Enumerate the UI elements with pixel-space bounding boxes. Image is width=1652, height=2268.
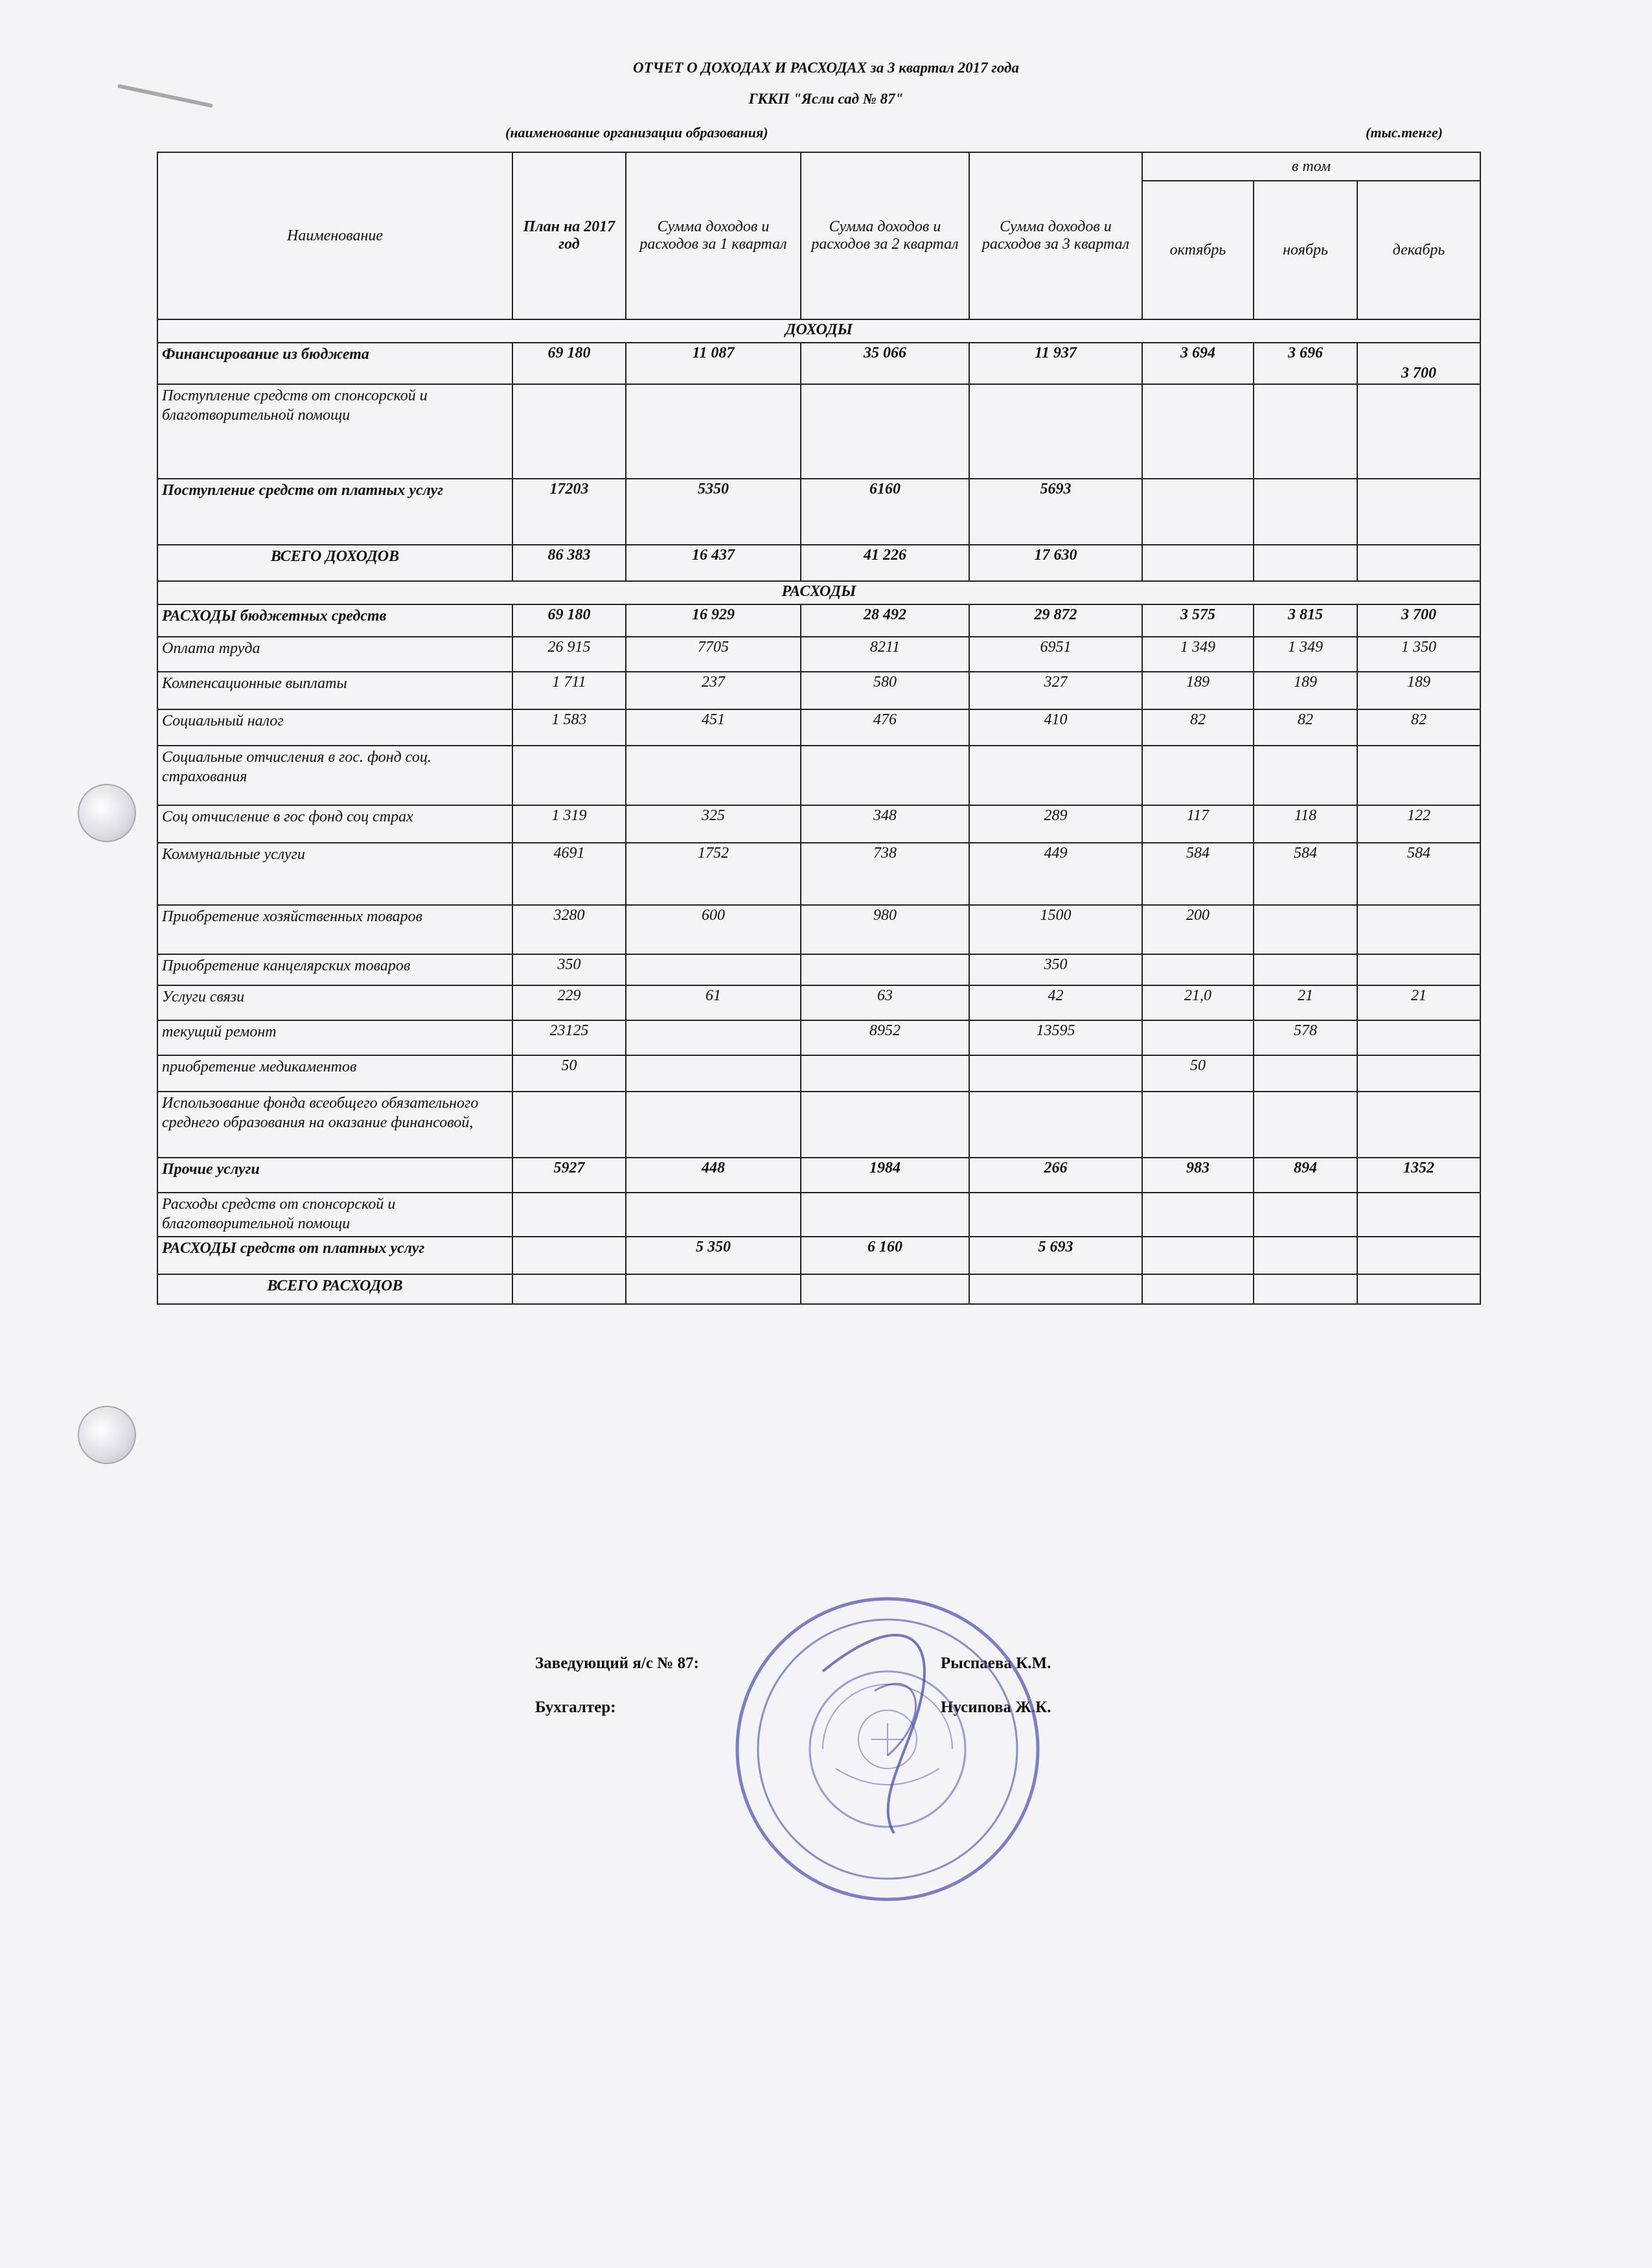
cell-plan <box>512 1092 626 1158</box>
cell-plan: 69 180 <box>512 604 626 637</box>
cell-q3 <box>969 384 1142 479</box>
section-row-expense <box>157 581 1480 604</box>
cell-m3 <box>1357 1020 1480 1055</box>
cell-plan: 1 319 <box>512 805 626 843</box>
cell-plan: 17203 <box>512 479 626 545</box>
cell-q2: 738 <box>801 843 969 905</box>
cell-m1: 117 <box>1142 805 1254 843</box>
cell-q2: 6160 <box>801 479 969 545</box>
cell-q2 <box>801 954 969 985</box>
cell-q1: 5 350 <box>626 1237 801 1274</box>
cell-q1: 11 087 <box>626 343 801 384</box>
cell-m3 <box>1357 1193 1480 1237</box>
cell-m3 <box>1357 905 1480 954</box>
cell-q3: 327 <box>969 672 1142 709</box>
cell-q3: 410 <box>969 709 1142 746</box>
cell-name: Приобретение хозяйственных товаров <box>157 905 512 954</box>
cell-m2: 118 <box>1254 805 1357 843</box>
cell-q1: 448 <box>626 1158 801 1193</box>
cell-m1 <box>1142 1274 1254 1304</box>
cell-q1 <box>626 954 801 985</box>
cell-q2: 6 160 <box>801 1237 969 1274</box>
cell-m2 <box>1254 1092 1357 1158</box>
col-header-plan: План на 2017 год <box>512 152 626 319</box>
table-row <box>157 479 1480 545</box>
cell-name: текущий ремонт <box>157 1020 512 1055</box>
table-row <box>157 843 1480 905</box>
cell-m1 <box>1142 1237 1254 1274</box>
cell-q3 <box>969 1092 1142 1158</box>
cell-m1: 3 694 <box>1142 343 1254 384</box>
cell-name: Поступление средств от спонсорской и благотворительной помощи <box>157 384 512 479</box>
cell-plan: 1 711 <box>512 672 626 709</box>
cell-name: приобретение медикаментов <box>157 1055 512 1092</box>
table-row <box>157 1055 1480 1092</box>
cell-m3 <box>1357 384 1480 479</box>
cell-q1 <box>626 1055 801 1092</box>
cell-name: Оплата труда <box>157 637 512 672</box>
cell-m3 <box>1357 479 1480 545</box>
cell-q1: 1752 <box>626 843 801 905</box>
cell-plan: 1 583 <box>512 709 626 746</box>
cell-m1: 21,0 <box>1142 985 1254 1020</box>
table-row <box>157 384 1480 479</box>
cell-plan: 4691 <box>512 843 626 905</box>
cell-name: ВСЕГО ДОХОДОВ <box>157 545 512 581</box>
punch-hole <box>78 1406 136 1464</box>
cell-name: Услуги связи <box>157 985 512 1020</box>
cell-m3: 3 700 <box>1357 343 1480 384</box>
cell-name: Использование фонда всеобщего обязательного среднего образования на оказание финансовой, <box>157 1092 512 1158</box>
cell-q3: 289 <box>969 805 1142 843</box>
cell-q3 <box>969 746 1142 805</box>
table-row <box>157 805 1480 843</box>
cell-q2 <box>801 1274 969 1304</box>
cell-m2 <box>1254 384 1357 479</box>
cell-q1: 237 <box>626 672 801 709</box>
cell-q1 <box>626 1020 801 1055</box>
cell-m2: 894 <box>1254 1158 1357 1193</box>
cell-m3: 584 <box>1357 843 1480 905</box>
cell-m3 <box>1357 1055 1480 1092</box>
cell-q1 <box>626 1274 801 1304</box>
cell-q1: 16 437 <box>626 545 801 581</box>
cell-name: Социальный налог <box>157 709 512 746</box>
cell-q3: 266 <box>969 1158 1142 1193</box>
cell-q2 <box>801 746 969 805</box>
cell-q1: 61 <box>626 985 801 1020</box>
cell-plan <box>512 746 626 805</box>
accountant-name: Нусипова Ж.К. <box>941 1699 1051 1716</box>
cell-m2: 3 696 <box>1254 343 1357 384</box>
table-row <box>157 1274 1480 1304</box>
head-label: Заведующий я/с № 87: <box>535 1655 699 1672</box>
table-row <box>157 985 1480 1020</box>
organization-caption: (наименование организации образования) <box>505 124 768 141</box>
cell-m3: 3 700 <box>1357 604 1480 637</box>
col-header-october: октябрь <box>1142 181 1254 319</box>
cell-q2 <box>801 1092 969 1158</box>
cell-q1: 5350 <box>626 479 801 545</box>
cell-name: Расходы средств от спонсорской и благотворительной помощи <box>157 1193 512 1237</box>
cell-q3 <box>969 1274 1142 1304</box>
cell-m2 <box>1254 746 1357 805</box>
col-header-november: ноябрь <box>1254 181 1357 319</box>
col-header-group: в том <box>1142 152 1480 181</box>
cell-plan: 50 <box>512 1055 626 1092</box>
organization-name: ГККП "Ясли сад № 87" <box>748 91 904 107</box>
cell-plan: 350 <box>512 954 626 985</box>
cell-plan: 86 383 <box>512 545 626 581</box>
table-row <box>157 1158 1480 1193</box>
cell-m2: 21 <box>1254 985 1357 1020</box>
cell-m3: 1352 <box>1357 1158 1480 1193</box>
cell-q2: 476 <box>801 709 969 746</box>
cell-m1: 1 349 <box>1142 637 1254 672</box>
cell-m1: 82 <box>1142 709 1254 746</box>
cell-plan <box>512 384 626 479</box>
cell-plan <box>512 1193 626 1237</box>
cell-m3: 1 350 <box>1357 637 1480 672</box>
table-row <box>157 954 1480 985</box>
cell-m3 <box>1357 746 1480 805</box>
cell-name: Компенсационные выплаты <box>157 672 512 709</box>
cell-m2 <box>1254 1274 1357 1304</box>
col-header-q1: Сумма доходов и расходов за 1 квартал <box>626 152 801 319</box>
cell-q2 <box>801 1193 969 1237</box>
cell-m2 <box>1254 479 1357 545</box>
cell-m1 <box>1142 479 1254 545</box>
report-table <box>157 152 1481 1305</box>
cell-q2: 41 226 <box>801 545 969 581</box>
cell-m3: 82 <box>1357 709 1480 746</box>
cell-m3 <box>1357 1237 1480 1274</box>
table-row <box>157 637 1480 672</box>
cell-q3: 350 <box>969 954 1142 985</box>
cell-q2: 1984 <box>801 1158 969 1193</box>
section-row-income <box>157 319 1480 343</box>
cell-q1: 451 <box>626 709 801 746</box>
cell-name: Социальные отчисления в гос. фонд соц. страхования <box>157 746 512 805</box>
cell-m1 <box>1142 1193 1254 1237</box>
cell-q2 <box>801 1055 969 1092</box>
cell-plan <box>512 1274 626 1304</box>
table-row <box>157 1193 1480 1237</box>
table-row <box>157 1237 1480 1274</box>
table-row <box>157 1092 1480 1158</box>
head-name: Рыспаева К.М. <box>941 1655 1051 1672</box>
cell-q2: 8952 <box>801 1020 969 1055</box>
punch-hole <box>78 784 136 842</box>
cell-q2: 980 <box>801 905 969 954</box>
cell-m3 <box>1357 954 1480 985</box>
unit-label: (тыс.тенге) <box>1366 124 1443 141</box>
cell-m1: 3 575 <box>1142 604 1254 637</box>
cell-q3: 29 872 <box>969 604 1142 637</box>
section-expense: РАСХОДЫ <box>157 581 1480 604</box>
cell-m1: 584 <box>1142 843 1254 905</box>
cell-q1 <box>626 384 801 479</box>
cell-m2: 578 <box>1254 1020 1357 1055</box>
cell-name: ВСЕГО РАСХОДОВ <box>157 1274 512 1304</box>
cell-plan: 23125 <box>512 1020 626 1055</box>
table-row <box>157 672 1480 709</box>
cell-m3 <box>1357 1274 1480 1304</box>
cell-q3 <box>969 1193 1142 1237</box>
cell-name: РАСХОДЫ бюджетных средств <box>157 604 512 637</box>
cell-q3 <box>969 1055 1142 1092</box>
cell-m3: 189 <box>1357 672 1480 709</box>
cell-name: Приобретение канцелярских товаров <box>157 954 512 985</box>
cell-m1: 200 <box>1142 905 1254 954</box>
cell-q1: 600 <box>626 905 801 954</box>
report-title: ОТЧЕТ О ДОХОДАХ И РАСХОДАХ за 3 квартал 2017 года <box>633 60 1019 76</box>
cell-q2: 8211 <box>801 637 969 672</box>
table-row <box>157 1020 1480 1055</box>
cell-plan: 229 <box>512 985 626 1020</box>
cell-q2: 35 066 <box>801 343 969 384</box>
cell-q3: 42 <box>969 985 1142 1020</box>
cell-q1 <box>626 1092 801 1158</box>
cell-name: РАСХОДЫ средств от платных услуг <box>157 1237 512 1274</box>
cell-plan: 26 915 <box>512 637 626 672</box>
table-row <box>157 709 1480 746</box>
cell-m3: 122 <box>1357 805 1480 843</box>
cell-name: Соц отчисление в гос фонд соц страх <box>157 805 512 843</box>
cell-plan: 69 180 <box>512 343 626 384</box>
cell-q3: 11 937 <box>969 343 1142 384</box>
cell-q3: 13595 <box>969 1020 1142 1055</box>
cell-m2 <box>1254 905 1357 954</box>
cell-m1 <box>1142 1020 1254 1055</box>
cell-q3: 1500 <box>969 905 1142 954</box>
cell-q3: 5 693 <box>969 1237 1142 1274</box>
cell-m1 <box>1142 954 1254 985</box>
cell-q1: 7705 <box>626 637 801 672</box>
cell-q3: 5693 <box>969 479 1142 545</box>
cell-m1 <box>1142 1092 1254 1158</box>
cell-m3 <box>1357 1092 1480 1158</box>
cell-q2 <box>801 384 969 479</box>
cell-q1 <box>626 746 801 805</box>
cell-name: Финансирование из бюджета <box>157 343 512 384</box>
cell-q1 <box>626 1193 801 1237</box>
table-row <box>157 746 1480 805</box>
col-header-name: Наименование <box>157 152 512 319</box>
cell-m2: 584 <box>1254 843 1357 905</box>
cell-m2 <box>1254 1193 1357 1237</box>
cell-q2: 580 <box>801 672 969 709</box>
cell-m1: 983 <box>1142 1158 1254 1193</box>
cell-m2 <box>1254 954 1357 985</box>
cell-m1: 189 <box>1142 672 1254 709</box>
cell-m2: 82 <box>1254 709 1357 746</box>
cell-name: Коммунальные услуги <box>157 843 512 905</box>
table-row <box>157 545 1480 581</box>
cell-m2: 1 349 <box>1254 637 1357 672</box>
col-header-december: декабрь <box>1357 181 1480 319</box>
accountant-label: Бухгалтер: <box>535 1699 616 1716</box>
cell-m2 <box>1254 1055 1357 1092</box>
cell-m3 <box>1357 545 1480 581</box>
cell-name: Прочие услуги <box>157 1158 512 1193</box>
cell-m1 <box>1142 746 1254 805</box>
cell-plan: 3280 <box>512 905 626 954</box>
cell-q2: 348 <box>801 805 969 843</box>
cell-m1: 50 <box>1142 1055 1254 1092</box>
table-row <box>157 604 1480 637</box>
cell-q3: 17 630 <box>969 545 1142 581</box>
cell-plan <box>512 1237 626 1274</box>
col-header-q2: Сумма доходов и расходов за 2 квартал <box>801 152 969 319</box>
section-income: ДОХОДЫ <box>157 319 1480 343</box>
cell-m2 <box>1254 1237 1357 1274</box>
cell-plan: 5927 <box>512 1158 626 1193</box>
cell-name: Поступление средств от платных услуг <box>157 479 512 545</box>
table-row <box>157 343 1480 384</box>
cell-m2 <box>1254 545 1357 581</box>
cell-m1 <box>1142 545 1254 581</box>
cell-m2: 3 815 <box>1254 604 1357 637</box>
cell-m1 <box>1142 384 1254 479</box>
cell-q2: 28 492 <box>801 604 969 637</box>
round-seal <box>726 1587 1050 1911</box>
cell-q2: 63 <box>801 985 969 1020</box>
cell-q3: 449 <box>969 843 1142 905</box>
cell-m2: 189 <box>1254 672 1357 709</box>
table-row <box>157 905 1480 954</box>
cell-m3: 21 <box>1357 985 1480 1020</box>
cell-q1: 325 <box>626 805 801 843</box>
col-header-q3: Сумма доходов и расходов за 3 квартал <box>969 152 1142 319</box>
cell-q1: 16 929 <box>626 604 801 637</box>
cell-q3: 6951 <box>969 637 1142 672</box>
